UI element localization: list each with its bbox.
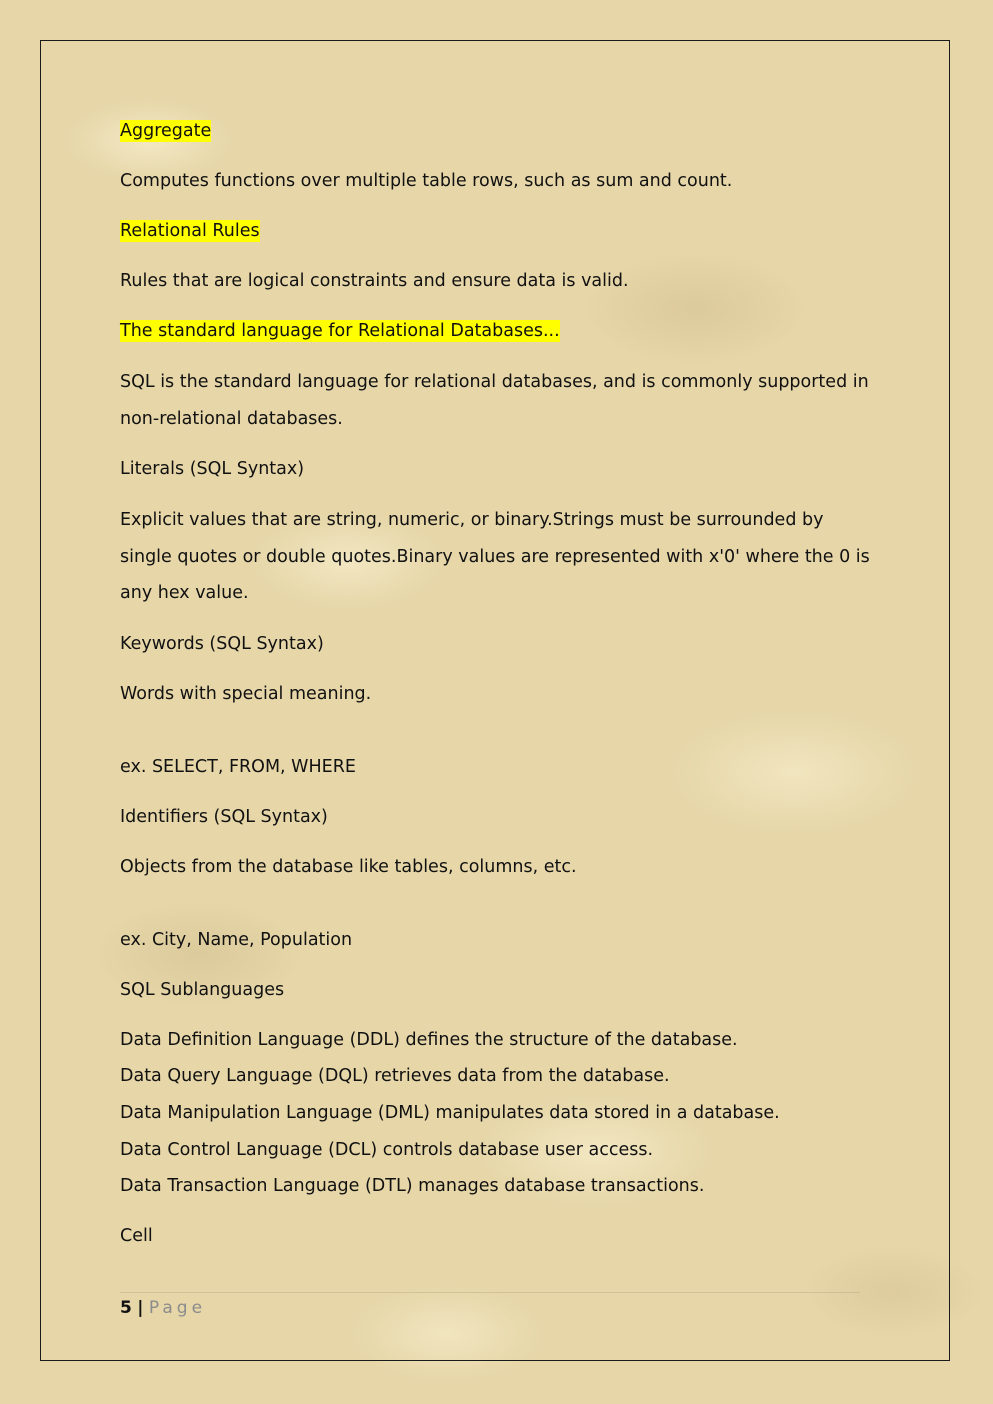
heading-aggregate: [120, 119, 870, 144]
sublanguage-ddl: Data Definition Language (DDL) defines the structure of the database.: [120, 1029, 738, 1050]
spacer: [120, 905, 870, 928]
paragraph-literals: Explicit values that are string, numeric, or binary.Strings must be surrounded by single quotes or double quotes.Binary values are represented with x'0' where the 0 is any hex value.: [120, 510, 870, 603]
document-body: [120, 119, 870, 1274]
example-identifiers: ex. City, Name, Population: [120, 929, 353, 950]
paragraph-relational-rules: Rules that are logical constraints and ensure data is valid.: [120, 271, 629, 291]
footer-divider: [120, 1292, 860, 1293]
example-keywords: ex. SELECT, FROM, WHERE: [120, 756, 356, 777]
highlighted-heading: The standard language for Relational Databases...: [120, 321, 560, 341]
heading-standard-language: [120, 319, 870, 344]
paragraph-keywords: Words with special meaning.: [120, 683, 372, 704]
sublanguages-list: [120, 1022, 870, 1206]
sublanguage-dql: Data Query Language (DQL) retrieves data from the database.: [120, 1066, 670, 1087]
spacer: [120, 732, 870, 755]
sublanguage-dtl: Data Transaction Language (DTL) manages database transactions.: [120, 1176, 705, 1197]
paragraph-standard-language: SQL is the standard language for relational databases, and is commonly supported in non-relational databases.: [120, 372, 869, 429]
page-footer: [120, 1295, 860, 1321]
page-label: Page: [148, 1298, 207, 1318]
heading-keywords: Keywords (SQL Syntax): [120, 633, 324, 654]
heading-literals: Literals (SQL Syntax): [120, 459, 305, 479]
page-separator: |: [137, 1298, 144, 1318]
highlighted-heading: Relational Rules: [120, 221, 260, 241]
paragraph-identifiers: Objects from the database like tables, columns, etc.: [120, 856, 577, 877]
heading-relational-rules: [120, 219, 870, 244]
highlighted-heading: Aggregate: [120, 121, 212, 141]
sublanguage-dml: Data Manipulation Language (DML) manipulates data stored in a database.: [120, 1102, 780, 1123]
heading-sql-sublanguages: SQL Sublanguages: [120, 979, 285, 1000]
paragraph-aggregate: Computes functions over multiple table rows, such as sum and count.: [120, 171, 733, 191]
page-number: 5: [120, 1298, 132, 1318]
heading-cell: Cell: [120, 1226, 153, 1247]
heading-identifiers: Identifiers (SQL Syntax): [120, 806, 328, 827]
sublanguage-dcl: Data Control Language (DCL) controls database user access.: [120, 1139, 654, 1160]
